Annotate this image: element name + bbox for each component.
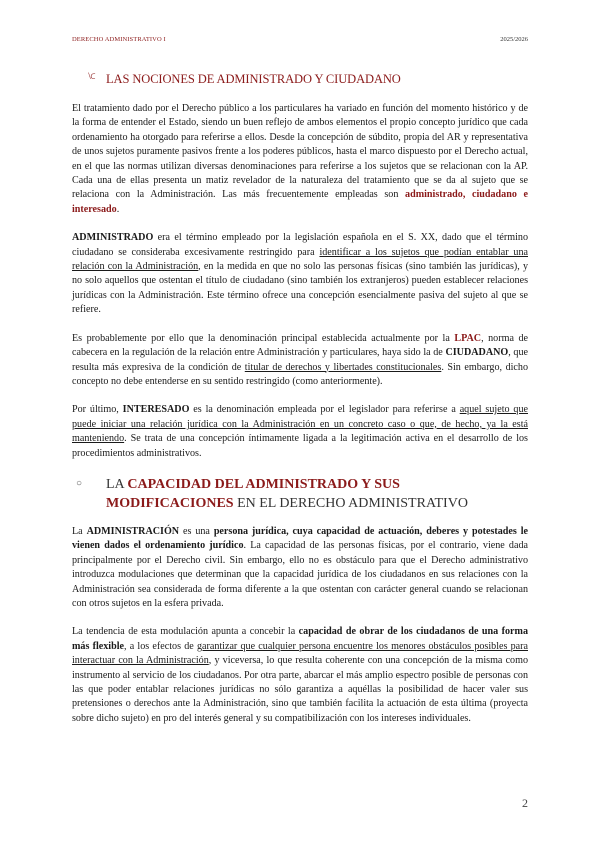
- paragraph-interesado: Por último, INTERESADO es la denominación empleada por el legislador para referirse a aquel sujeto que puede iniciar una relación jurídica con la Administración en un concreto caso o que, de hecho, ya la está manteniendo. Se trata de una concepción íntimamente ligada a la legitimación activa en el desarrollo de los procedimientos administrativos.: [72, 404, 528, 459]
- paragraph-modulacion: La tendencia de esta modulación apunta a concebir la capacidad de obrar de los ciudadanos de una forma más flexible, a los efectos de garantizar que cualquier persona encuentre los menores obstáculos posibles para interactuar con la Administración, y viceversa, lo que resulta coherente con una concepción de la misma como instrumento al servicio de los ciudadanos. Por otra parte, abarcar el más amplio espectro posible de personas con las que poder entablar relaciones jurídicas no sólo garantiza a aquéllas la posibilidad de hacer valer sus pretensiones o derechos ante la Administración, sino que también facilita la actuación de esta última (proyecta sobre dicho sujeto) en pro del interés general y su compatibilización con los intereses individuales.: [72, 626, 528, 724]
- document-body: [72, 64, 528, 740]
- term-lpac: LPAC: [454, 332, 482, 344]
- key-terms: administrado, ciudadano e interesado: [72, 189, 528, 215]
- section-title-capacidad: LA CAPACIDAD DEL ADMINISTRADO Y SUS MODIFICACIONES EN EL DERECHO ADMINISTRATIVO: [106, 476, 468, 511]
- arrow-bullet-icon: ⟈: [88, 71, 96, 81]
- paragraph-intro: El tratamiento dado por el Derecho público a los particulares ha variado en función del momento histórico y de la forma de entender el Estado, siendo un buen reflejo de ambos elementos el propio concepto jurídico que cada ordenamiento ha otorgado para referirse a ellos. Desde la concepción de súbdito, propia del AR y representativa de unos sujetos puramente pasivos frente a los poderes públicos, hasta el marco dispuesto por el Derecho actual, en el que las normas utilizan diversas denominaciones para referirse a los sujetos que se relacionan con la AP. Cada una de ellas presenta un matiz revelador de la naturaleza del tratamiento que se da al sujeto que se relaciona con la Administración. Las más frecuentemente empleadas son administrado, ciudadano e interesado.: [72, 103, 528, 215]
- section-heading-capacidad: [72, 475, 528, 513]
- term-administrado: ADMINISTRADO: [72, 232, 154, 244]
- section-heading-nociones: [72, 70, 528, 86]
- page-header: [72, 36, 528, 48]
- circle-bullet-icon: ○: [76, 477, 83, 489]
- page-number: 2: [522, 796, 528, 810]
- section-title: LAS NOCIONES DE ADMINISTRADO Y CIUDADANO: [106, 72, 401, 86]
- paragraph-ciudadano: Es probablemente por ello que la denominación principal establecida actualmente por la LPAC, norma de cabecera en la regulación de la relación entre Administración y particulares, haya sido la de CIUDADANO, que resulta más expresiva de la condición de titular de derechos y libertades constitucionales. Sin embargo, dicho concepto no debe entenderse en su sentido restringido (como anteriormente).: [72, 332, 529, 387]
- paragraph-administracion: La ADMINISTRACIÓN es una persona jurídica, cuya capacidad de actuación, deberes y potestades le vienen dados el ordenamiento jurídico. La capacidad de las personas físicas, por el contrario, viene dada principalmente por el Derecho civil. Sin embargo, ello no es obstáculo para que el Derecho administrativo introduzca modulaciones que determinan que la capacidad jurídica de los ciudadanos en sus relaciones con la Administración sea considerada de forma diferente a la que ostentan con carácter general cuando se relacionan con otros sujetos en la esfera privada.: [72, 525, 529, 609]
- term-interesado: INTERESADO: [122, 404, 190, 416]
- term-administracion: ADMINISTRACIÓN: [86, 525, 180, 537]
- header-course-title: DERECHO ADMINISTRATIVO I: [72, 36, 166, 43]
- term-ciudadano: CIUDADANO: [445, 347, 509, 359]
- paragraph-administrado: ADMINISTRADO era el término empleado por la legislación española en el S. XX, dado que el término ciudadano se consideraba excesivamente restringido para identificar a los sujetos que podían entablar una relación con la Administración, en la medida en que no solo las personas físicas (sino también las jurídicas), y no solo aquellos que ostentan el título de ciudadano (sino también los extranjeros) pueden establecer relaciones jurídicas con la Administración. Este término ofrece una concepción esencialmente pasiva del sujeto al que se refiere.: [72, 232, 528, 316]
- header-academic-year: 2025/2026: [500, 36, 528, 43]
